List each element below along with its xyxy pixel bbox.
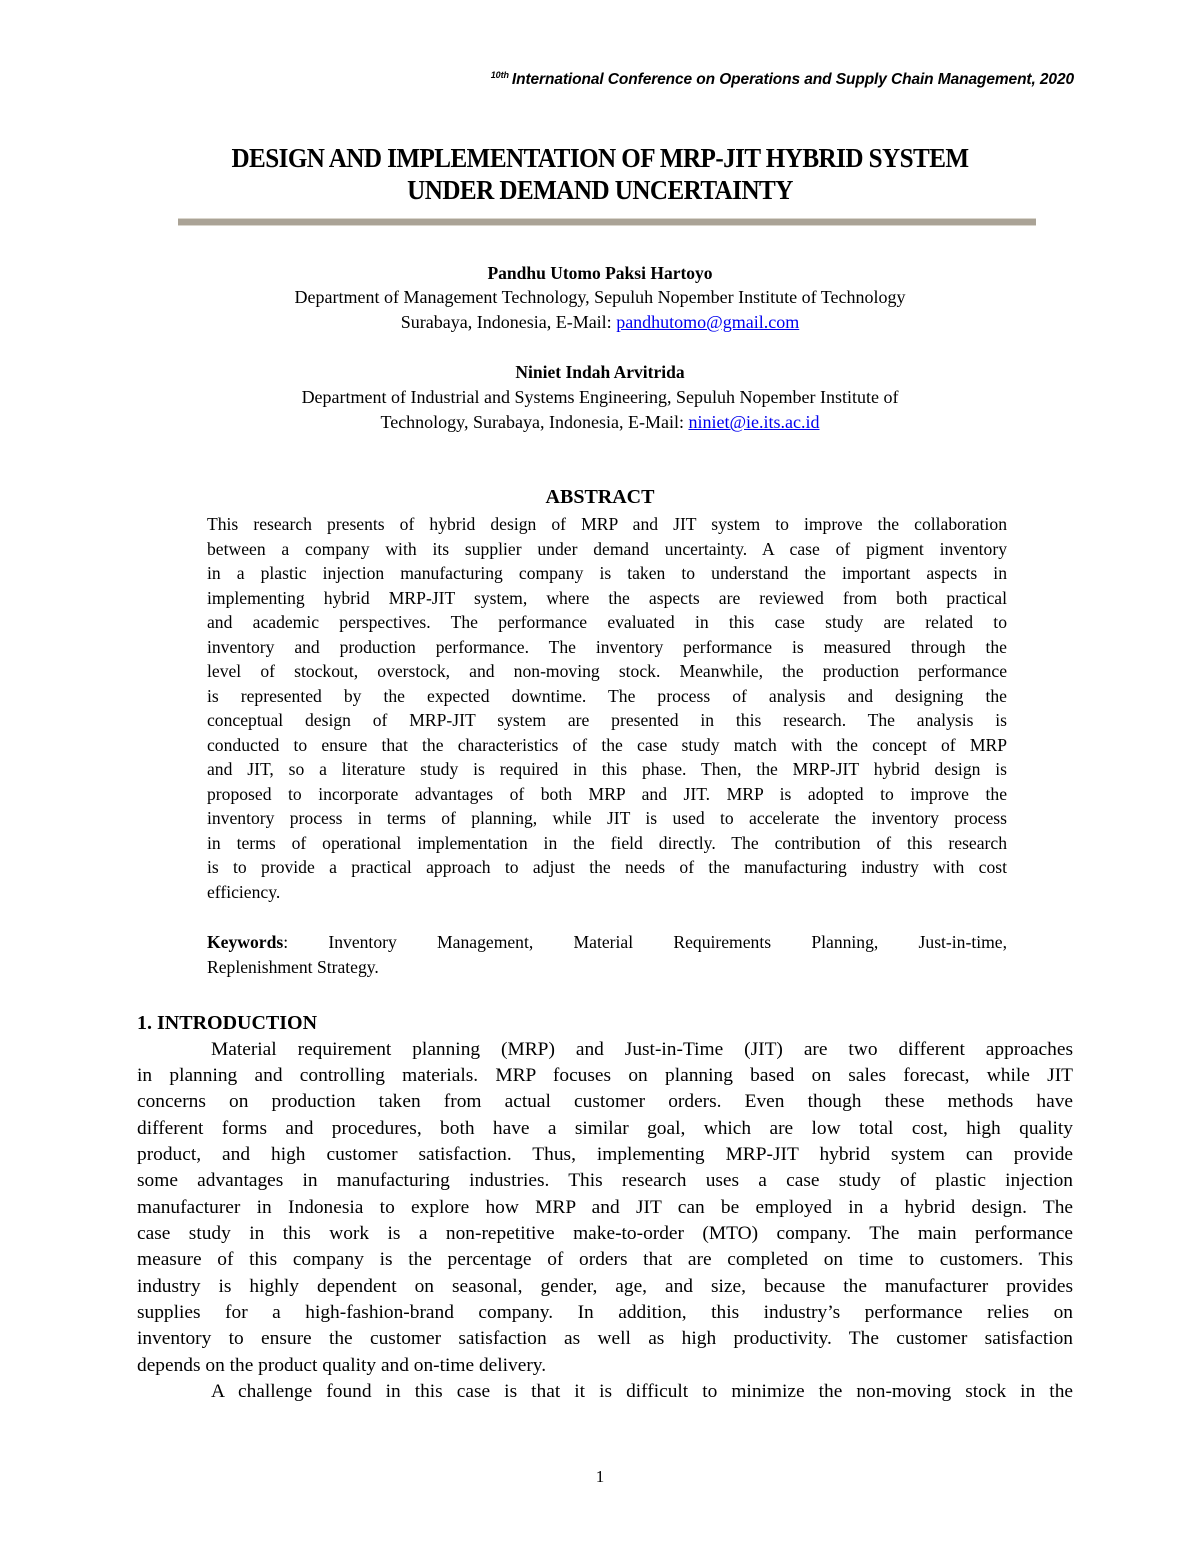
title-divider	[178, 218, 1036, 226]
author-2-affiliation: Department of Industrial and Systems Engineering, Sepuluh Nopember Institute of	[301, 387, 899, 407]
running-header-text: International Conference on Operations and Supply Chain Management, 2020	[511, 71, 1074, 88]
abstract-line: in a plastic injection manufacturing company is taken to understand the important aspects in	[207, 563, 1007, 583]
running-header	[0, 70, 1074, 89]
abstract-line: conceptual design of MRP-JIT system are presented in this research. The analysis is	[207, 710, 1007, 730]
author-2-location: Technology, Surabaya, Indonesia, E-Mail:	[380, 412, 689, 432]
abstract-line: This research presents of hybrid design of MRP and JIT system to improve the collaboration	[207, 514, 1007, 534]
intro-line: A challenge found in this case is that it is difficult to minimize the non-moving stock in the	[211, 1381, 1073, 1402]
intro-line: industry is highly dependent on seasonal, gender, age, and size, because the manufacturer provides	[137, 1276, 1073, 1297]
intro-line: some advantages in manufacturing industries. This research uses a case study of plastic injection	[137, 1170, 1073, 1191]
intro-line: case study in this work is a non-repetitive make-to-order (MTO) company. The main performance	[137, 1223, 1073, 1244]
abstract-line: in terms of operational implementation in the field directly. The contribution of this research	[207, 833, 1007, 853]
abstract-line: between a company with its supplier under demand uncertainty. A case of pigment inventory	[207, 539, 1007, 559]
abstract-line: inventory process in terms of planning, while JIT is used to accelerate the inventory process	[207, 808, 1007, 828]
keywords-line-1	[207, 932, 1007, 956]
paper-title-line-1: DESIGN AND IMPLEMENTATION OF MRP-JIT HYBRID SYSTEM	[231, 143, 969, 173]
author-1-affiliation: Department of Management Technology, Sepuluh Nopember Institute of Technology	[294, 287, 906, 307]
author-1-email-link[interactable]: pandhutomo@gmail.com	[616, 312, 800, 332]
abstract-line: conducted to ensure that the characteristics of the case study match with the concept of MRP	[207, 735, 1007, 755]
keywords-values: : Inventory Management, Material Requirements Planning, Just-in-time,	[283, 932, 1007, 952]
intro-line: in planning and controlling materials. MRP focuses on planning based on sales forecast, while JIT	[137, 1065, 1073, 1086]
intro-line: manufacturer in Indonesia to explore how MRP and JIT can be employed in a hybrid design. The	[137, 1197, 1073, 1218]
author-1-name: Pandhu Utomo Paksi Hartoyo	[487, 263, 713, 283]
abstract-line: and academic perspectives. The performance evaluated in this case study are related to	[207, 612, 1007, 632]
abstract-line: is to provide a practical approach to adjust the needs of the manufacturing industry with cost	[207, 857, 1007, 877]
page-number: 1	[595, 1467, 605, 1486]
intro-line: inventory to ensure the customer satisfaction as well as high productivity. The customer satisfaction	[137, 1328, 1073, 1349]
abstract-line: and JIT, so a literature study is required in this phase. Then, the MRP-JIT hybrid design is	[207, 759, 1007, 779]
intro-line: Material requirement planning (MRP) and Just-in-Time (JIT) are two different approaches	[211, 1039, 1073, 1060]
intro-line: supplies for a high-fashion-brand company. In addition, this industry’s performance relies on	[137, 1302, 1073, 1323]
abstract-line: implementing hybrid MRP-JIT system, where the aspects are reviewed from both practical	[207, 588, 1007, 608]
abstract-line: efficiency.	[207, 882, 281, 902]
abstract-line: level of stockout, overstock, and non-moving stock. Meanwhile, the production performance	[207, 661, 1007, 681]
keywords-line-2: Replenishment Strategy.	[207, 957, 379, 977]
edition-superscript: 10th	[490, 70, 509, 80]
intro-line: depends on the product quality and on-time delivery.	[137, 1355, 547, 1376]
abstract-line: proposed to incorporate advantages of both MRP and JIT. MRP is adopted to improve the	[207, 784, 1007, 804]
intro-line: different forms and procedures, both have a similar goal, which are low total cost, high quality	[137, 1118, 1073, 1139]
keywords-label: Keywords	[207, 932, 284, 952]
abstract-line: inventory and production performance. The inventory performance is measured through the	[207, 637, 1007, 657]
intro-line: measure of this company is the percentage of orders that are completed on time to customers. This	[137, 1249, 1073, 1270]
author-2-email-link[interactable]: niniet@ie.its.ac.id	[688, 412, 820, 432]
intro-line: product, and high customer satisfaction. Thus, implementing MRP-JIT hybrid system can provide	[137, 1144, 1073, 1165]
author-2-name: Niniet Indah Arvitrida	[515, 362, 685, 382]
author-1-location: Surabaya, Indonesia, E-Mail:	[400, 312, 617, 332]
abstract-line: is represented by the expected downtime. The process of analysis and designing the	[207, 686, 1007, 706]
author-1-contact	[0, 312, 1200, 333]
paper-title-line-2: UNDER DEMAND UNCERTAINTY	[407, 175, 793, 205]
abstract-heading: ABSTRACT	[545, 486, 655, 508]
introduction-heading: 1. INTRODUCTION	[137, 1012, 318, 1034]
author-2-contact	[0, 412, 1200, 433]
intro-line: concerns on production taken from actual customer orders. Even though these methods have	[137, 1091, 1073, 1112]
